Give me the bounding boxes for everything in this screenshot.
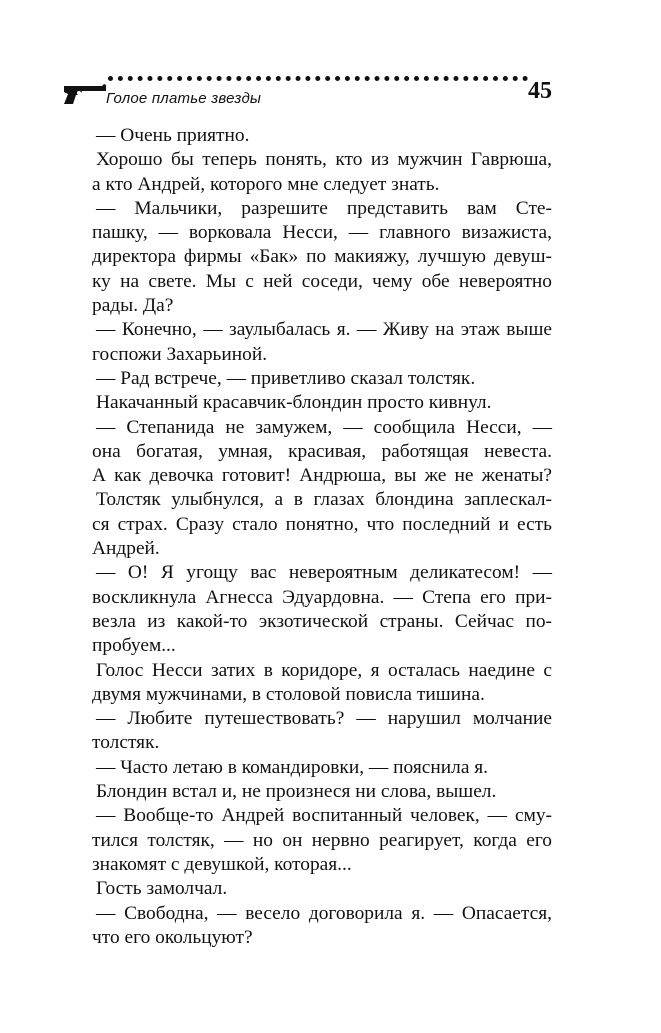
text-line: — Мальчики, разрешите представить вам Сте- [96,197,552,219]
text-line: тился толстяк, — но он нервно реагирует, когда его [92,829,552,851]
text-line: — Очень приятно. [96,125,250,146]
text-line: — Конечно, — заулыбалась я. — Живу на этаж выше [96,319,552,341]
text-line: Андрей. [92,538,160,560]
text-line: — О! Я угощу вас невероятным деликатесом! — [96,562,552,584]
text-line: Накачанный красавчик-блондин просто кивнул. [96,392,492,414]
text-line: А как девочка готовит! Андрюша, вы же не женаты? [92,465,552,487]
page-number: 45 [528,78,552,104]
text-line: пробуем... [92,635,176,657]
text-line: пашку, — ворковала Несси, — главного визажиста, [92,222,552,244]
running-title: Голое платье звезды [106,90,262,107]
text-line: — Рад встрече, — приветливо сказал толстяк. [96,367,476,389]
text-line: она богатая, умная, красивая, работящая невеста. [92,440,552,462]
text-line: воскликнула Агнесса Эдуардовна. — Степа его при- [92,586,552,608]
text-line: везла из какой-то экзотической страны. Сейчас по- [92,610,552,632]
text-line: — Любите путешествовать? — нарушил молчание [96,708,552,730]
text-line: толстяк. [92,732,160,754]
pistol-icon [62,82,108,106]
text-line: знакомят с девушкой, которая... [92,853,352,875]
text-line: Голос Несси затих в коридоре, я осталась наедине с [96,659,552,681]
text-line: что его окольцуют? [92,926,253,948]
text-line: двумя мужчинами, в столовой повисла тишина. [92,683,485,705]
text-line: госпожи Захарьиной. [92,343,268,365]
text-line: директора фирмы «Бак» по макияжу, лучшую девуш- [92,246,552,268]
text-line: Гость замолчал. [96,878,228,900]
text-line: рады. Да? [92,295,174,317]
text-line: — Степанида не замужем, — сообщила Несси, — [96,416,552,438]
text-line: Хорошо бы теперь понять, кто из мужчин Гаврюша, [96,149,552,171]
running-header [62,74,552,114]
text-line: — Свободна, — весело договорила я. — Опасается, [96,902,552,924]
text-line: а кто Андрей, которого мне следует знать. [92,173,440,195]
text-line: ку на свете. Мы с ней соседи, чему обе невероятно [92,270,552,292]
text-line: Толстяк улыбнулся, а в глазах блондина заплескал- [96,489,552,511]
text-line: — Часто летаю в командировки, — пояснила я. [96,756,489,778]
body-text [92,124,552,950]
text-line: Блондин встал и, не произнеся ни слова, вышел. [96,781,497,803]
text-line: ся страх. Сразу стало понятно, что последний и есть [92,513,552,535]
header-dotted-rule [108,76,528,87]
text-line: — Вообще-то Андрей воспитанный человек, — сму- [96,805,552,827]
